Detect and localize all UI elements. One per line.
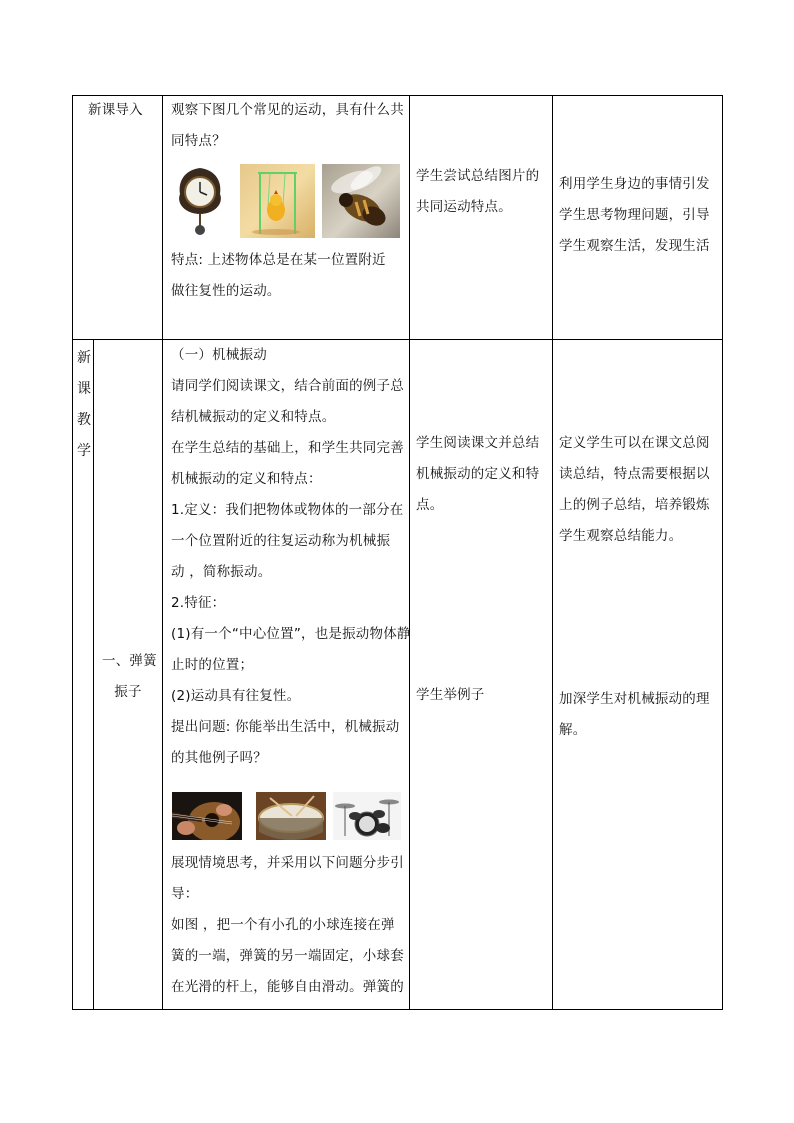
teaching-design-intent-1: 定义学生可以在课文总阅 读总结，特点需要根据以 上的例子总结，培养锻炼 学生观察总结能力。: [559, 435, 710, 544]
table-border-left: [72, 95, 73, 1010]
teaching-content-continued: 展现情境思考，并采用以下问题分步引 导： 如图 ，把一个有小孔的小球连接在弹 簧的一端，弹簧的另一端固定，小球套 在光滑的杆上，能够自由滑动。弹簧的: [171, 855, 404, 995]
intro-feature: 特点: 上述物体总是在某一位置附近 做往复性的运动。: [171, 252, 386, 299]
intro-design-intent: 利用学生身边的事情引发 学生思考物理问题，引导 学生观察生活，发现生活: [559, 176, 710, 254]
column-divider: [552, 95, 553, 1010]
teaching-section-label: 新 课 教 学: [77, 350, 91, 459]
column-divider: [162, 95, 163, 1010]
drum-kit-icon: [333, 792, 401, 840]
teaching-student-activity-2: 学生举例子: [416, 687, 485, 703]
intro-student-activity: 学生尝试总结图片的 共同运动特点。: [416, 168, 540, 215]
guitar-icon: [172, 792, 242, 840]
intro-content: 观察下图几个常见的运动，具有什么共 同特点？: [171, 102, 404, 149]
bee-icon: [322, 164, 400, 238]
intro-section-label: 新课导入: [88, 102, 143, 118]
teaching-student-activity-1: 学生阅读课文并总结 机械振动的定义和特 点。: [416, 435, 540, 513]
teaching-content: （一）机械振动 请同学们阅读课文，结合前面的例子总 结机械振动的定义和特点。 在学生总结的基础上，和学生共同完善 机械振动的定义和特点： 1.定义：我们把物体或物体的一部分在 一个位置附近的往复运动称为机械振 动 ，简称振动。 2.特征： (1)有一个“中心位置”，也是振动物体静 止时的位置； (2)运动具有往复性。 提出问题: 你能举出生活中，机械振动 的其他例子吗？: [171, 347, 411, 766]
teaching-design-intent-2: 加深学生对机械振动的理 解。: [559, 691, 710, 738]
table-border-right: [722, 95, 723, 1010]
swing-toy-icon: [240, 164, 315, 238]
spring-oscillator-label: 一、弹簧 振子: [102, 653, 157, 700]
clock-icon: [172, 164, 228, 238]
table-border-bottom: [72, 1009, 723, 1010]
drum-icon: [256, 792, 326, 840]
